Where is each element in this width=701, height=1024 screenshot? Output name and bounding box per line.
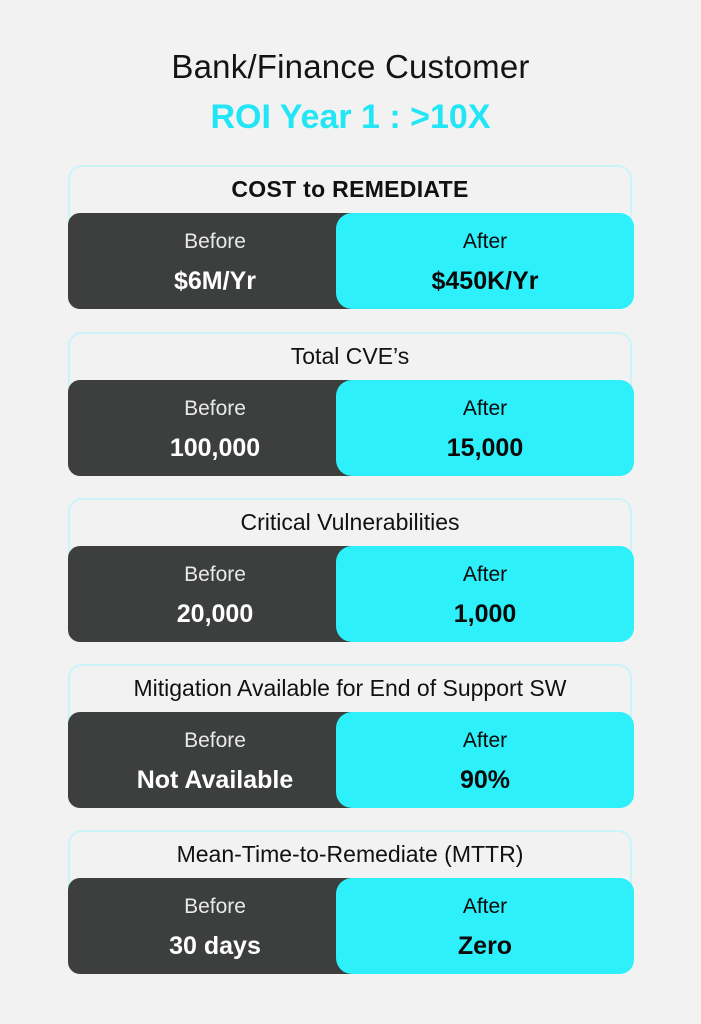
before-panel: [68, 878, 362, 974]
page-title: Bank/Finance Customer: [171, 48, 530, 85]
before-label: Before: [184, 397, 246, 420]
before-label: Before: [184, 729, 246, 752]
before-panel: [68, 546, 362, 642]
metric-card-mttr: [68, 830, 632, 974]
after-label: After: [462, 397, 508, 420]
before-value: 20,000: [176, 600, 254, 628]
after-panel: [336, 213, 634, 309]
before-value: 30 days: [169, 932, 261, 960]
before-value: 100,000: [169, 434, 261, 462]
after-value: 15,000: [446, 434, 524, 462]
before-panel: [68, 213, 362, 309]
before-value: $6M/Yr: [174, 267, 256, 295]
card-title: Mitigation Available for End of Support SW: [133, 675, 567, 701]
metric-card-total-cves: [68, 332, 632, 476]
card-title: Mean-Time-to-Remediate (MTTR): [176, 841, 524, 867]
page-subtitle: ROI Year 1 : >10X: [210, 98, 491, 136]
after-panel: [336, 878, 634, 974]
before-label: Before: [184, 895, 246, 918]
before-label: Before: [184, 563, 246, 586]
before-panel: [68, 380, 362, 476]
card-title: COST to REMEDIATE: [231, 176, 469, 202]
after-label: After: [462, 563, 508, 586]
metric-card-critical-vulnerabilities: [68, 498, 632, 642]
card-title: Total CVE’s: [290, 343, 410, 369]
after-panel: [336, 546, 634, 642]
before-panel: [68, 712, 362, 808]
before-label: Before: [184, 230, 246, 253]
after-panel: [336, 380, 634, 476]
before-value: Not Available: [136, 766, 294, 794]
after-value: Zero: [457, 932, 513, 960]
metric-card-mitigation: [68, 664, 632, 808]
after-value: $450K/Yr: [431, 267, 539, 295]
after-panel: [336, 712, 634, 808]
after-label: After: [462, 230, 508, 253]
after-value: 90%: [459, 766, 511, 794]
after-label: After: [462, 729, 508, 752]
metric-card-cost: [68, 165, 632, 309]
after-value: 1,000: [453, 600, 517, 628]
after-label: After: [462, 895, 508, 918]
card-title: Critical Vulnerabilities: [240, 509, 460, 535]
